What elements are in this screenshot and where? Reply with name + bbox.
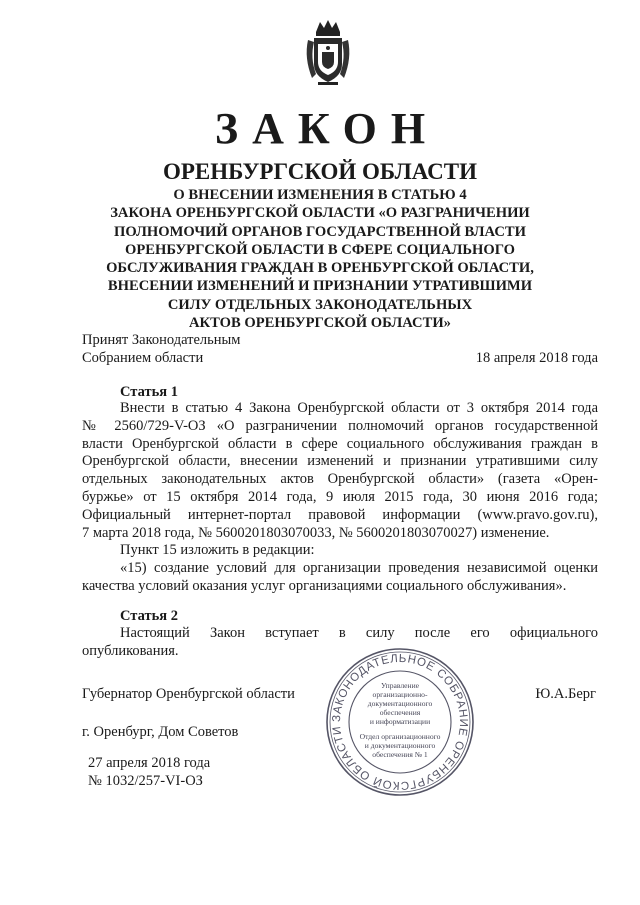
article-1-line: буржье» от 15 октября 2014 года, 9 июля 2015 года, 30 июня 2016 года;	[82, 488, 598, 505]
subtitle-line: О ВНЕСЕНИИ ИЗМЕНЕНИЯ В СТАТЬЮ 4	[173, 187, 467, 203]
article-1-line: Официальный интернет-портал правовой информации (www.pravo.gov.ru),	[82, 506, 598, 523]
signing-date: 27 апреля 2018 года	[88, 755, 211, 771]
stamp-ring-text: ЗАКОНОДАТЕЛЬНОЕ СОБРАНИЕ ОРЕНБУРГСКОЙ ОБЛАСТИ	[330, 652, 470, 792]
subtitle-line: ОРЕНБУРГСКОЙ ОБЛАСТИ В СФЕРЕ СОЦИАЛЬНОГО	[124, 241, 516, 258]
article-2-line: опубликования.	[82, 642, 179, 659]
article-2-title: Статья 2	[120, 608, 178, 624]
adoption-date: 18 апреля 2018 года	[475, 350, 598, 366]
subtitle-line: СИЛУ ОТДЕЛЬНЫХ ЗАКОНОДАТЕЛЬНЫХ	[167, 296, 473, 313]
article-1-line: Внести в статью 4 Закона Оренбургской области от 3 октября 2014 года	[120, 400, 598, 416]
article-1-line: № 2560/729-V-ОЗ «О разграничении полномочий органов государственной	[82, 417, 598, 434]
adoption-info	[82, 331, 240, 367]
adoption-line: Принят Законодательным	[82, 332, 241, 348]
stamp-inner-line: организационно-	[372, 690, 428, 699]
signing-info	[88, 754, 210, 790]
orenburg-coat-of-arms-icon	[302, 18, 354, 88]
article-1-body	[82, 400, 598, 596]
article-1-point-line: качества условий оказания услуг организациями социального обслуживания».	[82, 577, 567, 594]
article-1-line: 7 марта 2018 года, № 5600201803070033, № 5600201803070027) изменение.	[82, 524, 550, 541]
adoption-line: Собранием области	[82, 350, 204, 366]
stamp-inner-line: документационного	[367, 699, 433, 708]
stamp-inner-line: Управление	[380, 681, 420, 690]
stamp-inner-line: обеспечения	[379, 708, 421, 717]
stamp-inner-line: обеспечения № 1	[372, 750, 428, 759]
article-1-title: Статья 1	[120, 384, 178, 400]
law-number: № 1032/257-VI-ОЗ	[88, 773, 203, 789]
article-1-line: отдельных законодательных актов Оренбургской области» (газета «Орен-	[82, 471, 598, 488]
stamp-inner-line: и документационного	[364, 741, 436, 750]
subtitle-line: АКТОВ ОРЕНБУРГСКОЙ ОБЛАСТИ»	[189, 315, 451, 332]
official-stamp-seal	[324, 646, 476, 798]
document-subtitle	[90, 186, 550, 332]
stamp-inner-line: Отдел организационного	[359, 732, 441, 741]
subtitle-line: ОБСЛУЖИВАНИЯ ГРАЖДАН В ОРЕНБУРГСКОЙ ОБЛАСТИ,	[106, 260, 534, 277]
article-1-point-line: «15) создание условий для организации проведения независимой оценки	[120, 560, 598, 577]
subtitle-line: ПОЛНОМОЧИЙ ОРГАНОВ ГОСУДАРСТВЕННОЙ ВЛАСТИ	[114, 223, 526, 240]
signing-place: г. Оренбург, Дом Советов	[82, 724, 239, 740]
governor-title: Губернатор Оренбургской области	[82, 686, 295, 702]
article-1-line: Оренбургской области, внесении изменений и признании утратившими силу	[82, 453, 598, 470]
governor-name: Ю.А.Берг	[535, 686, 596, 702]
document-title: ЗАКОН	[214, 104, 440, 153]
subtitle-line: ЗАКОНА ОРЕНБУРГСКОЙ ОБЛАСТИ «О РАЗГРАНИЧЕНИИ	[110, 205, 530, 222]
subtitle-line: ВНЕСЕНИИ ИЗМЕНЕНИЙ И ПРИЗНАНИИ УТРАТИВШИМИ	[107, 278, 533, 295]
article-2-line: Настоящий Закон вступает в силу после его официального	[120, 625, 598, 641]
article-1-line: власти Оренбургской области в сфере социального обслуживания граждан в	[82, 435, 598, 452]
article-1-point-line: Пункт 15 изложить в редакции:	[120, 542, 315, 559]
stamp-inner-line: и информатизации	[369, 717, 431, 726]
document-region: ОРЕНБУРГСКОЙ ОБЛАСТИ	[162, 159, 478, 184]
